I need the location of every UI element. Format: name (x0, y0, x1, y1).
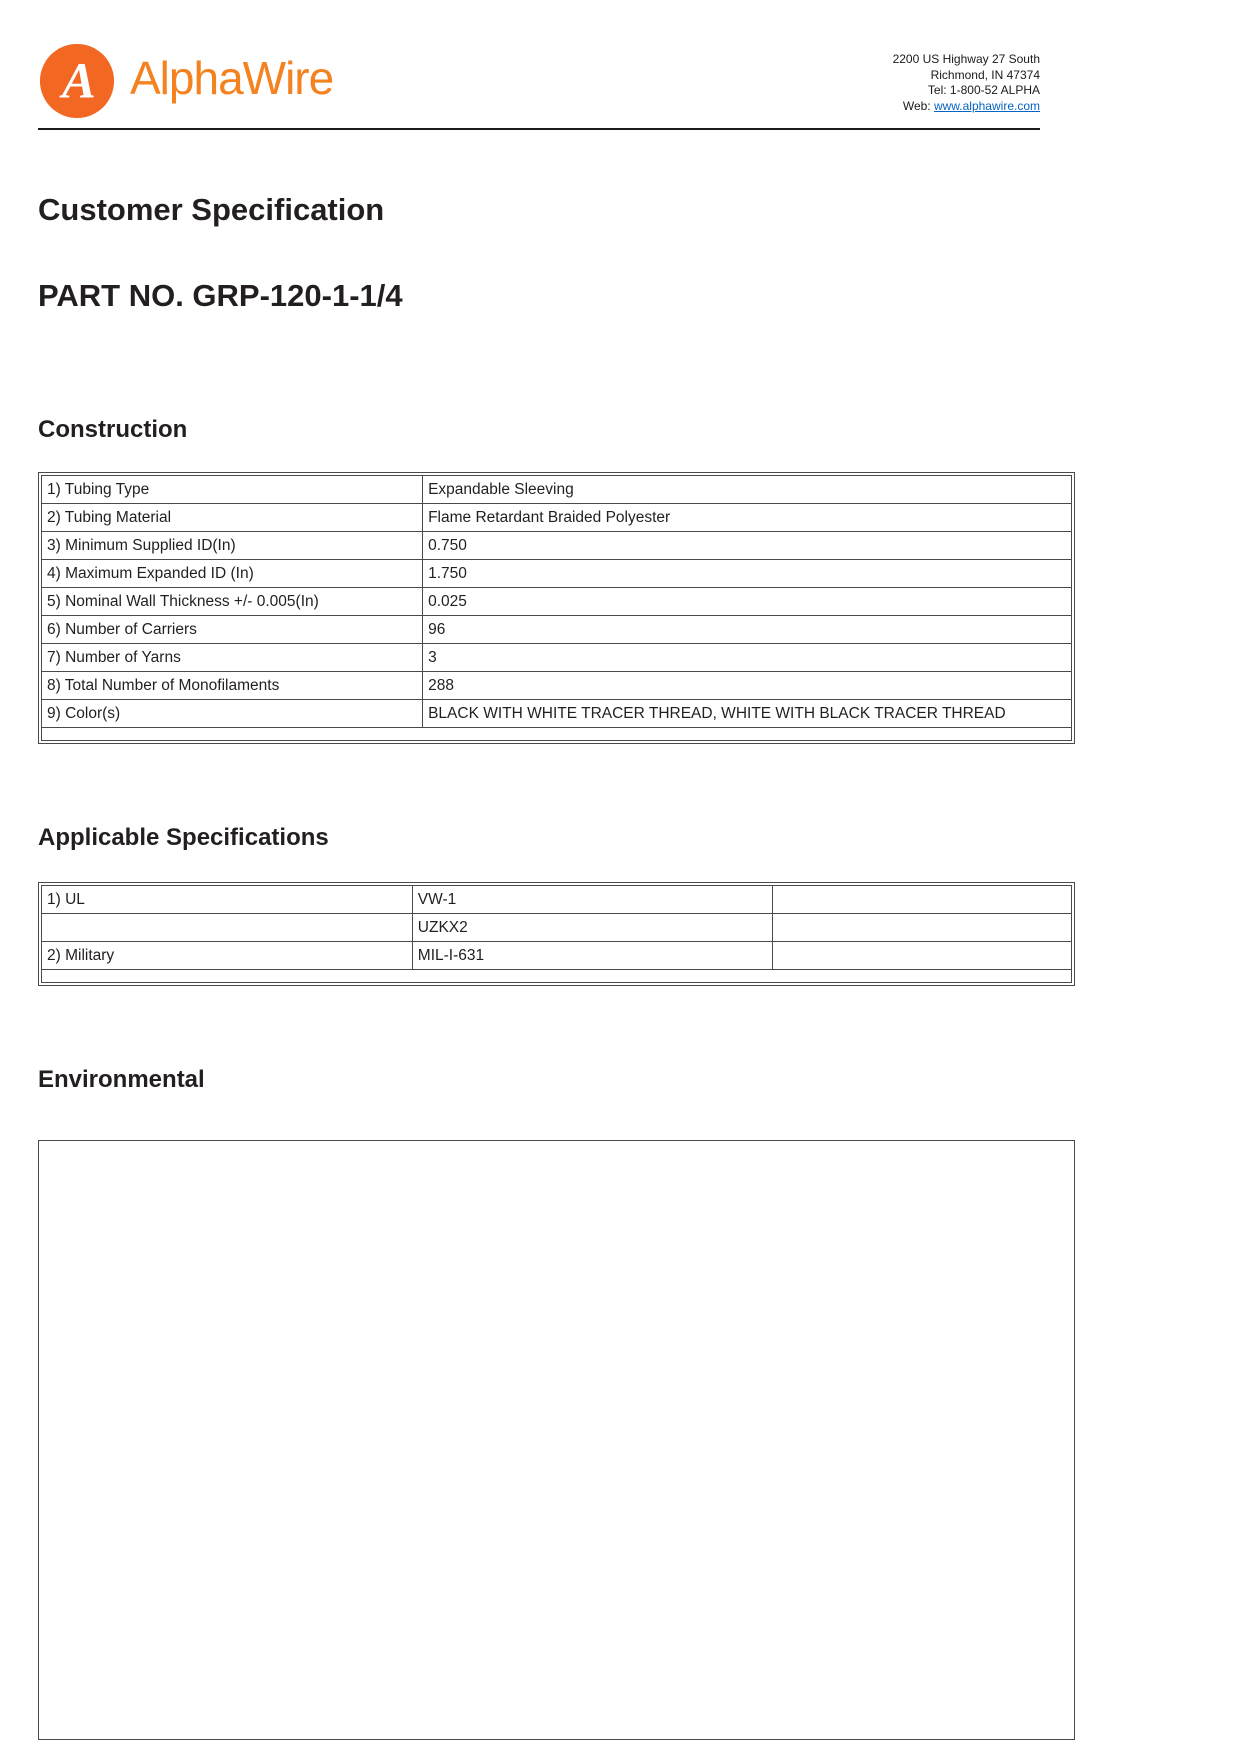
spec-label-cell: 1) UL (42, 886, 413, 914)
web-label: Web: (902, 98, 934, 113)
spec-value-cell: 3 (423, 644, 1072, 672)
document-title: Customer Specification (38, 192, 385, 227)
empty-cell (42, 970, 1072, 983)
applicable-specifications-heading: Applicable Specifications (38, 824, 329, 851)
construction-table (41, 475, 1072, 741)
address-line-3: Tel: 1-800-52 ALPHA (927, 83, 1040, 98)
spec-label-cell: 1) Tubing Type (42, 476, 423, 504)
spec-value-cell: 96 (423, 616, 1072, 644)
spec-label-cell: 2) Tubing Material (42, 504, 423, 532)
spec-label-cell: 6) Number of Carriers (42, 616, 423, 644)
spec-label-cell: 3) Minimum Supplied ID(In) (42, 532, 423, 560)
spec-label-cell: 4) Maximum Expanded ID (In) (42, 560, 423, 588)
construction-row (42, 616, 1072, 644)
construction-row (42, 476, 1072, 504)
spec-value-cell: 0.750 (423, 532, 1072, 560)
alphawire-logo (38, 42, 333, 120)
company-address (893, 52, 1040, 114)
construction-row (42, 588, 1072, 616)
spec-value-cell: Flame Retardant Braided Polyester (423, 504, 1072, 532)
spec-value-cell: VW-1 (412, 886, 773, 914)
applicable-empty-row (42, 970, 1072, 983)
construction-row (42, 644, 1072, 672)
spec-value-cell: UZKX2 (412, 914, 773, 942)
spec-label-cell: 8) Total Number of Monofilaments (42, 672, 423, 700)
construction-row (42, 560, 1072, 588)
spec-label-cell (42, 914, 413, 942)
environmental-heading: Environmental (38, 1066, 205, 1093)
environmental-table-placeholder (38, 1140, 1075, 1740)
part-number-title: PART NO. GRP-120-1-1/4 (38, 278, 403, 313)
spec-value-cell: MIL-I-631 (412, 942, 773, 970)
spec-value-cell: 0.025 (423, 588, 1072, 616)
spec-label-cell: 9) Color(s) (42, 700, 423, 728)
spec-label-cell: 5) Nominal Wall Thickness +/- 0.005(In) (42, 588, 423, 616)
applicable-row (42, 914, 1072, 942)
spec-value-cell: 288 (423, 672, 1072, 700)
svg-text:A: A (62, 52, 96, 109)
construction-heading: Construction (38, 416, 188, 443)
construction-empty-row (42, 728, 1072, 741)
empty-cell (42, 728, 1072, 741)
construction-row (42, 700, 1072, 728)
construction-table-border (38, 472, 1075, 744)
spec-value-cell: BLACK WITH WHITE TRACER THREAD, WHITE WITH BLACK TRACER THREAD (423, 700, 1072, 728)
header (38, 42, 1040, 120)
spec-label-cell: 7) Number of Yarns (42, 644, 423, 672)
applicable-specifications-table-border (38, 882, 1075, 986)
alphawire-logo-text: AlphaWire (130, 52, 334, 104)
applicable-specifications-table (41, 885, 1072, 983)
applicable-row (42, 942, 1072, 970)
spec-value-cell: 1.750 (423, 560, 1072, 588)
address-line-web (893, 99, 1040, 115)
address-line-1: 2200 US Highway 27 South (892, 52, 1040, 66)
spec-value-cell: Expandable Sleeving (423, 476, 1072, 504)
header-divider (38, 128, 1040, 130)
spec-label-cell: 2) Military (42, 942, 413, 970)
spec-extra-cell (773, 942, 1072, 970)
spec-extra-cell (773, 914, 1072, 942)
construction-row (42, 504, 1072, 532)
website-link[interactable]: www.alphawire.com (933, 98, 1040, 113)
alphawire-logo-icon (38, 42, 116, 120)
spec-extra-cell (773, 886, 1072, 914)
address-line-2: Richmond, IN 47374 (930, 67, 1040, 82)
construction-row (42, 532, 1072, 560)
construction-row (42, 672, 1072, 700)
applicable-row (42, 886, 1072, 914)
